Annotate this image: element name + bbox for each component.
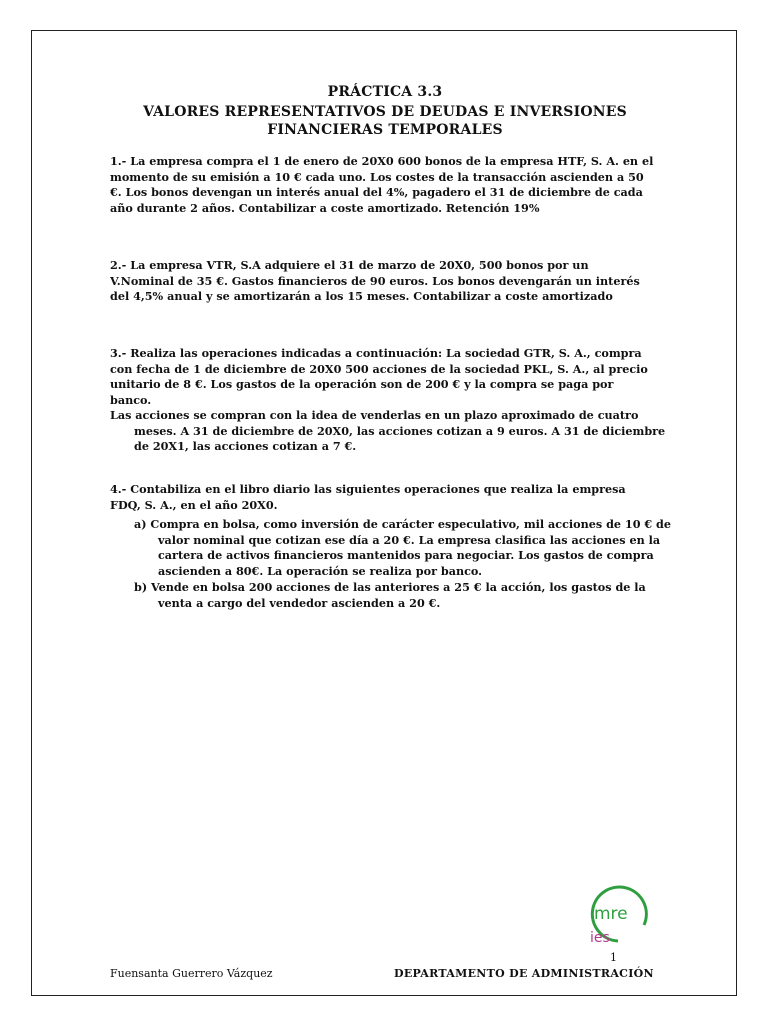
exercise-3-paragraph-2: Las acciones se compran con la idea de venderlas en un plazo aproximado de cuatro meses. A 31 de diciembre de 20X0, las acciones cotizan a 9 euros. A 31 de diciembre de 20X1, las acciones cotizan a 7 €. xyxy=(110,408,666,454)
practice-title: PRÁCTICA 3.3 xyxy=(327,84,443,100)
document-title-line2: FINANCIERAS TEMPORALES xyxy=(267,122,503,138)
exercise-2: 2.- La empresa VTR, S.A adquiere el 31 de marzo de 20X0, 500 bonos por un V.Nominal de 35 €. Gastos financieros de 90 euros. Los bonos devengarán un interés del 4,5% anual y se amortizarán a los 15 meses. Contabilizar a coste amortizado xyxy=(110,258,640,304)
page-number: 1 xyxy=(610,951,617,964)
exercise-4-item-a: a) Compra en bolsa, como inversión de carácter especulativo, mil acciones de 10 € de valor nominal que cotizan ese día a 20 €. La empresa clasifica las acciones en la cartera de activos financieros mantenidos para negociar. Los gastos de compra ascienden a 80€. La operación se realiza por banco. xyxy=(134,517,671,578)
document-title-line1: VALORES REPRESENTATIVOS DE DEUDAS E INVERSIONES xyxy=(143,104,627,120)
logo-text-bottom: ies xyxy=(590,930,610,945)
department-name: DEPARTAMENTO DE ADMINISTRACIÓN xyxy=(394,967,654,980)
exercise-1: 1.- La empresa compra el 1 de enero de 20X0 600 bonos de la empresa HTF, S. A. en el momento de su emisión a 10 € cada uno. Los costes de la transacción ascienden a 50 €. Los bonos devengan un interés anual del 4%, pagadero el 31 de diciembre de cada año durante 2 años. Contabilizar a coste amortizado. Retención 19% xyxy=(110,154,654,215)
ies-mre-logo xyxy=(580,885,660,945)
exercise-4-intro: 4.- Contabiliza en el libro diario las siguientes operaciones que realiza la empresa FDQ, S. A., en el año 20X0. xyxy=(110,482,626,512)
logo-text-top: mre xyxy=(594,904,628,924)
exercise-4-item-b: b) Vende en bolsa 200 acciones de las anteriores a 25 € la acción, los gastos de la venta a cargo del vendedor ascienden a 20 €. xyxy=(134,580,646,610)
author-name: Fuensanta Guerrero Vázquez xyxy=(110,967,273,980)
exercise-3-paragraph-1: 3.- Realiza las operaciones indicadas a continuación: La sociedad GTR, S. A., compra con fecha de 1 de diciembre de 20X0 500 acciones de la sociedad PKL, S. A., al precio unitario de 8 €. Los gastos de la operación son de 200 € y la compra se paga por banco. xyxy=(110,346,648,407)
